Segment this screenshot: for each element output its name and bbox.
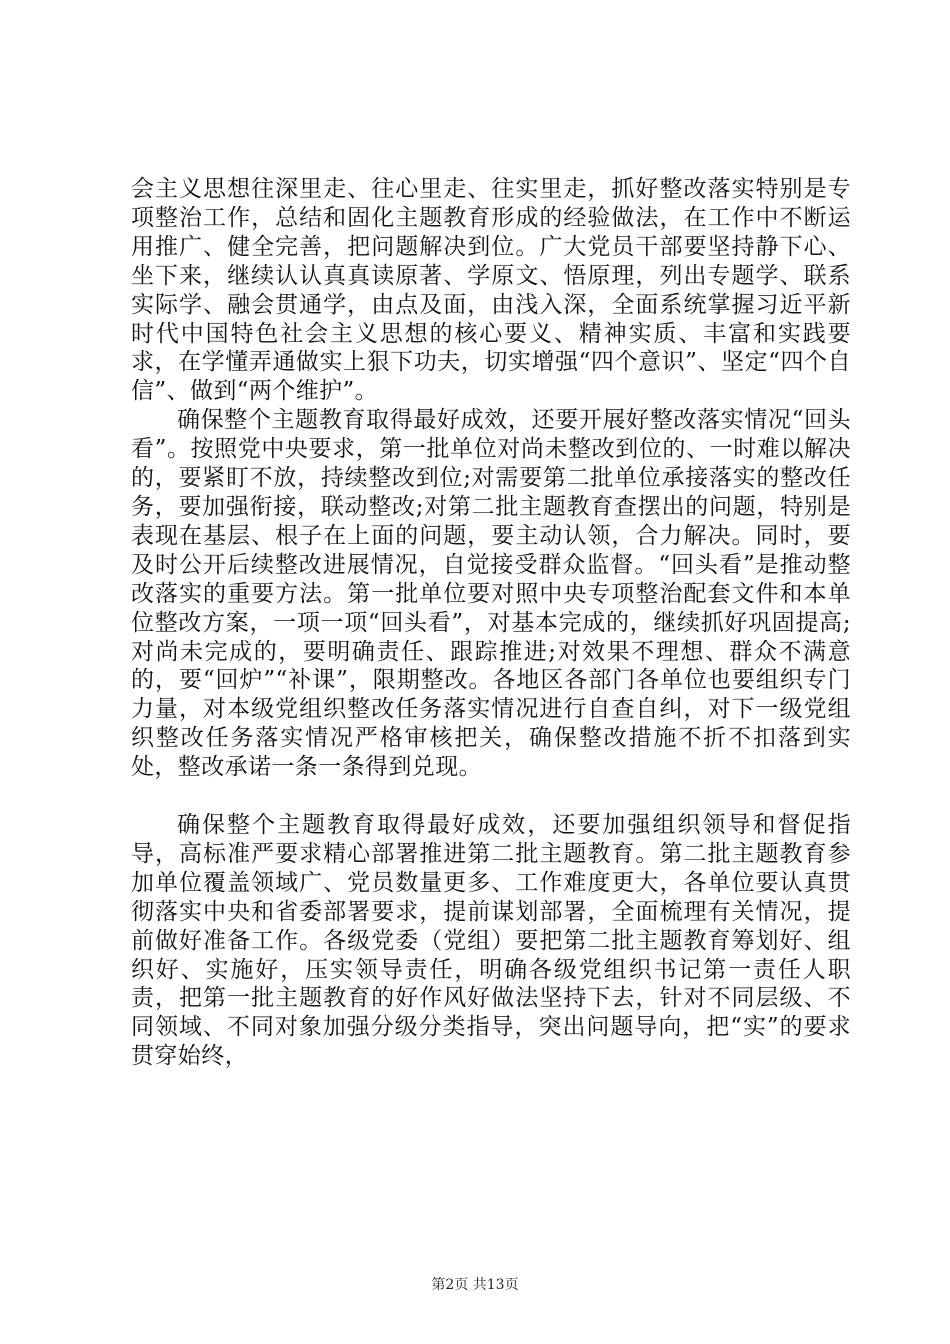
paragraph-3: 确保整个主题教育取得最好成效，还要加强组织领导和督促指导，高标准严要求精心部署推进第二批主题教育。第二批主题教育参加单位覆盖领域广、党员数量更多、工作难度更大，各单位要认真贯彻落实中央和省委部署要求，提前谋划部署，全面梳理有关情况，提前做好准备工作。各级党委（党组）要把第二批主题教育筹划好、组织好、实施好，压实领导责任，明确各级党组织书记第一责任人职责，把第一批主题教育的好作风好做法坚持下去，针对不同层级、不同领域、不同对象加强分级分类指导，突出问题导向，把“实”的要求贯穿始终， (131, 812, 851, 1070)
paragraph-1: 会主义思想往深里走、往心里走、往实里走，抓好整改落实特别是专项整治工作，总结和固化主题教育形成的经验做法，在工作中不断运用推广、健全完善，把问题解决到位。广大党员干部要坚持静下心、坐下来，继续认认真真读原著、学原文、悟原理，列出专题学、联系实际学、融会贯通学，由点及面，由浅入深，全面系统掌握习近平新时代中国特色社会主义思想的核心要义、精神实质、丰富和实践要求，在学懂弄通做实上狠下功夫，切实增强“四个意识”、坚定“四个自信”、做到“两个维护”。 (131, 176, 851, 405)
document-body (131, 175, 851, 1071)
paragraph-2: 确保整个主题教育取得最好成效，还要开展好整改落实情况“回头看”。按照党中央要求，第一批单位对尚未整改到位的、一时难以解决的，要紧盯不放，持续整改到位;对需要第二批单位承接落实的整改任务，要加强衔接，联动整改;对第二批主题教育查摆出的问题，特别是表现在基层、根子在上面的问题，要主动认领，合力解决。同时，要及时公开后续整改进展情况，自觉接受群众监督。“回头看”是推动整改落实的重要方法。第一批单位要对照中央专项整治配套文件和本单位整改方案，一项一项“回头看”，对基本完成的，继续抓好巩固提高;对尚未完成的，要明确责任、跟踪推进;对效果不理想、群众不满意的，要“回炉”“补课”，限期整改。各地区各部门各单位也要组织专门力量，对本级党组织整改任务落实情况进行自查自纠，对下一级党组织整改任务落实情况严格审核把关，确保整改措施不折不扣落到实处，整改承诺一条一条得到兑现。 (131, 407, 851, 781)
page-footer: 第2页 共13页 (431, 1277, 519, 1293)
